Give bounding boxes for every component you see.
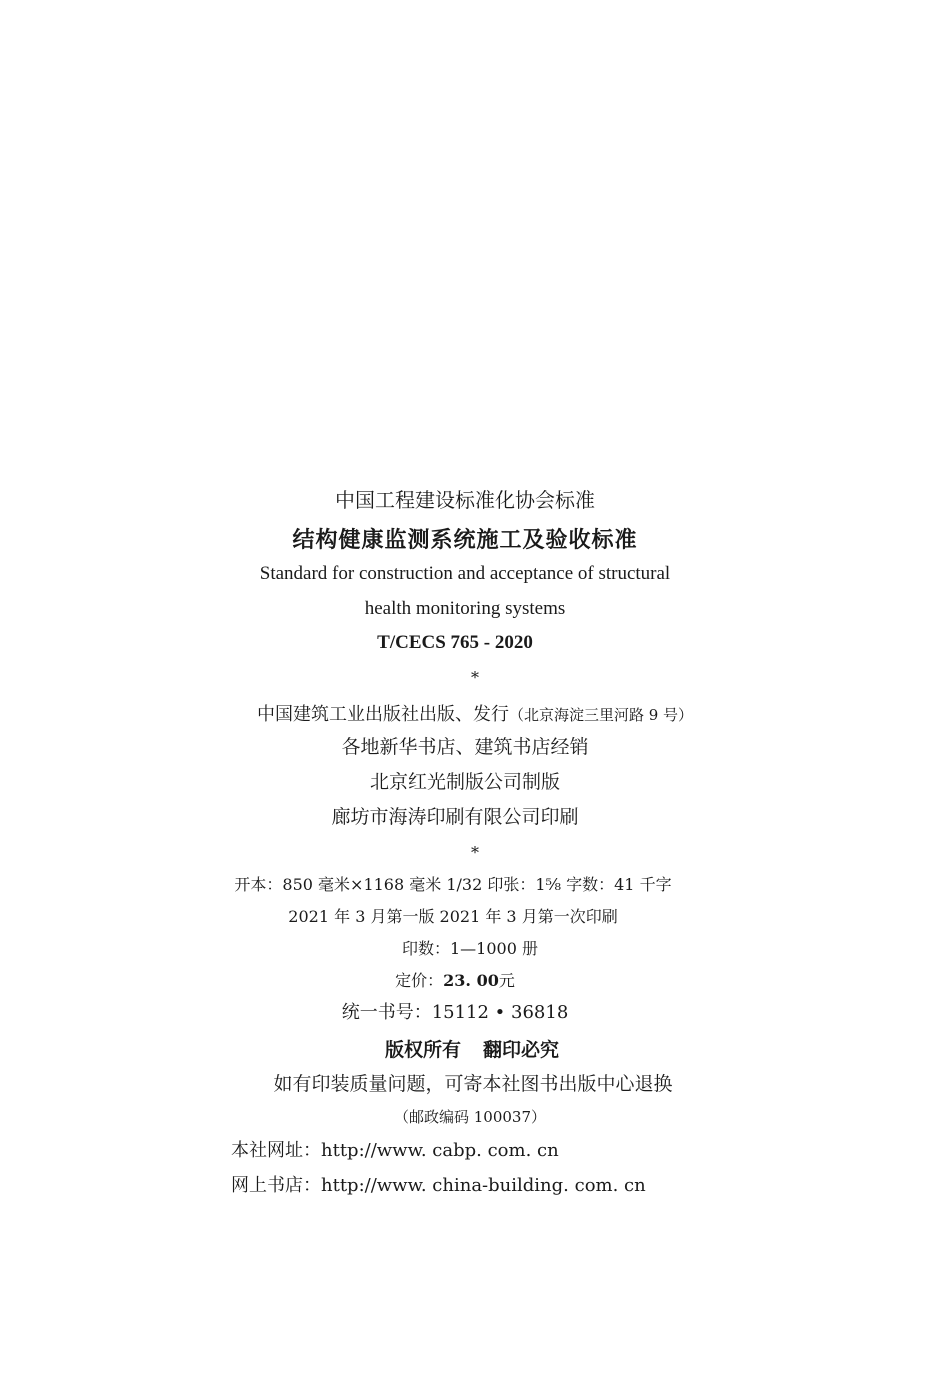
- printing-line: 廊坊市海涛印刷有限公司印刷: [331, 806, 579, 828]
- publisher-line: [0, 706, 950, 724]
- price-line: [0, 973, 930, 989]
- standard-code: T/CECS 765 - 2020: [377, 632, 533, 653]
- copyright-right: 翻印必究: [483, 1039, 560, 1061]
- edition-info: 2021 年 3 月第一版 2021 年 3 月第一次印刷: [288, 907, 618, 926]
- separator-star-1: *: [471, 668, 479, 687]
- price-unit: 元: [498, 971, 515, 990]
- unified-book-number: 统一书号：15112 • 36818: [341, 1002, 569, 1023]
- publisher-address: （北京海淀三里河路 9 号）: [508, 706, 694, 724]
- copyright-left: 版权所有: [384, 1039, 461, 1061]
- publisher-website: 本社网址：http://www. cabp. com. cn: [231, 1140, 559, 1161]
- copyright-notice: [0, 1041, 947, 1060]
- plate-making-line: 北京红光制版公司制版: [369, 771, 560, 793]
- book-specs: 开本：850 毫米×1168 毫米 1/32 印张：1⅝ 字数：41 千字: [234, 875, 672, 894]
- returns-note: 如有印装质量问题，可寄本社图书出版中心退换: [273, 1073, 673, 1095]
- association-name: 中国工程建设标准化协会标准: [335, 488, 595, 512]
- publisher-name: 中国建筑工业出版社出版、发行: [256, 704, 509, 725]
- distribution-line: 各地新华书店、建筑书店经销: [341, 736, 589, 758]
- standard-title-english-line2: health monitoring systems: [364, 598, 566, 619]
- online-store: 网上书店：http://www. china-building. com. cn: [231, 1175, 646, 1196]
- standard-title-english-line1: Standard for construction and acceptance of structural: [259, 563, 671, 584]
- standard-title-chinese: 结构健康监测系统施工及验收标准: [292, 527, 638, 553]
- separator-star-2: *: [471, 843, 479, 862]
- print-run: 印数：1—1000 册: [402, 939, 538, 958]
- price-value: 23. 00: [443, 971, 499, 990]
- postal-code: （邮政编码 100037）: [393, 1108, 547, 1126]
- price-label: 定价：: [395, 971, 444, 990]
